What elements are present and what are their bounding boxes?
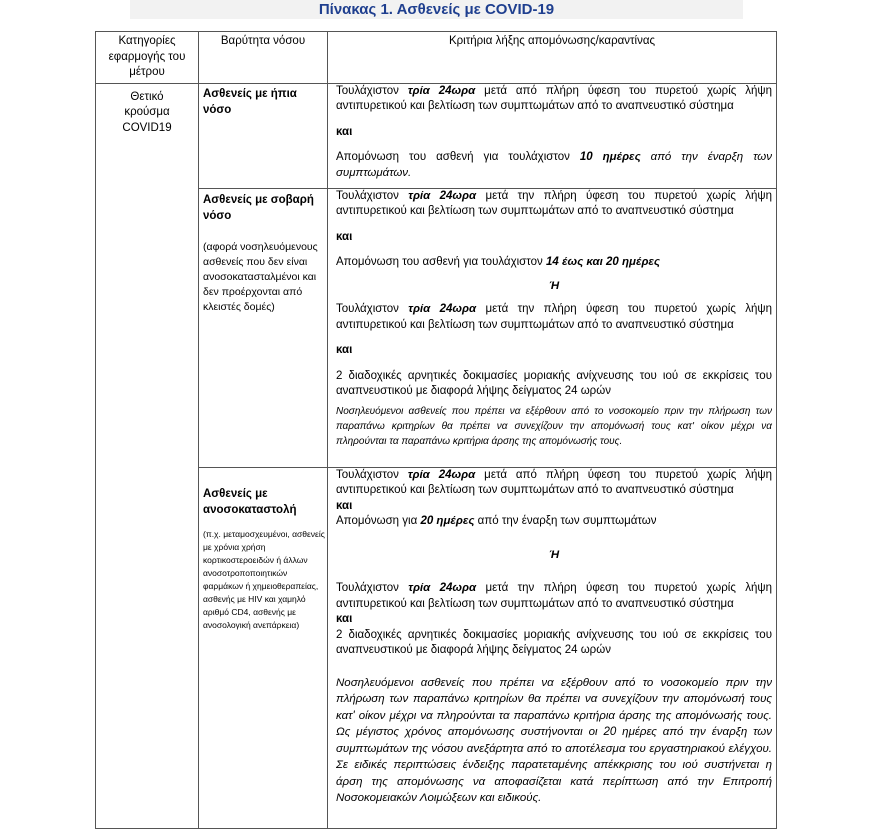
- criterion-text: Απομόνωση για 20 ημέρες από την έναρξη των συμπτωμάτων: [336, 515, 657, 527]
- severity-cell-mild: [199, 83, 328, 188]
- header-categories: Κατηγορίες εφαρμογής του μέτρου: [96, 32, 199, 84]
- category-label: Θετικό κρούσμα COVID19: [122, 90, 172, 134]
- table-row-mild: [96, 83, 777, 188]
- covid-isolation-table: [95, 31, 777, 829]
- severity-title-severe: Ασθενείς με σοβαρή νόσο: [203, 193, 314, 222]
- criterion-note: Νοσηλευόμενοι ασθενείς που πρέπει να εξέρθουν από το νοσοκομείο πριν την πλήρωση των παραπάνω κριτηρίων θα πρέπει να συνεχίζουν την απομόνωσή τους κατ' οίκον μέχρι να πληρούνται τα παραπάνω κριτήρια άρσης της απομόνωσής τους. Ως μέγιστος χρόνος απομόνωσης συστήνονται οι 20 ημέρες από την έναρξη των συμπτωμάτων της νόσου ανεξάρτητα από το αποτέλεσμα του εργαστηριακού ελέγχου. Σε ειδικές περιπτώσεις ένδειξης παρατεταμένης απέκκρισης του ιού συστήνεται η άρση της απομόνωσης να αποφασίζεται κατά περίπτωση από την Επιτροπή Νοσοκομειακών Λοιμώξεων και ειδικούς.: [336, 676, 772, 804]
- criterion-text: Τουλάχιστον τρία 24ωρα μετά από πλήρη ύφεση του πυρετού χωρίς λήψη αντιπυρετικού και βελτίωση των συμπτωμάτων από το αναπνευστικό σύστημα: [336, 468, 772, 496]
- criterion-note: Νοσηλευόμενοι ασθενείς που πρέπει να εξέρθουν από το νοσοκομείο πριν την πλήρωση των παραπάνω κριτηρίων θα πρέπει να συνεχίζουν την απομόνωσή τους κατ' οίκον μέχρι να πληρούνται τα παραπάνω κριτήρια άρσης της απομόνωσής τους.: [336, 405, 772, 447]
- table-row-severe: [96, 188, 777, 467]
- header-severity: Βαρύτητα νόσου: [199, 32, 328, 84]
- severity-cell-immunosuppressed: [199, 467, 328, 828]
- criteria-cell-immunosuppressed: [328, 467, 777, 828]
- criterion-text: Απομόνωση του ασθενή για τουλάχιστον 10 ημέρες από την έναρξη των συμπτωμάτων.: [336, 151, 772, 179]
- and-connector: και: [336, 125, 353, 138]
- header-criteria: Κριτήρια λήξης απομόνωσης/καραντίνας: [328, 32, 777, 84]
- and-connector: και: [336, 499, 353, 512]
- and-connector: και: [336, 344, 353, 356]
- criterion-text: Τουλάχιστον τρία 24ωρα μετά την πλήρη ύφεση του πυρετού χωρίς λήψη αντιπυρετικού και βελτίωση των συμπτωμάτων από το αναπνευστικό σύστημα: [336, 582, 772, 610]
- criteria-cell-mild: [328, 83, 777, 188]
- severity-cell-severe: [199, 188, 328, 467]
- category-cell: [96, 83, 199, 828]
- severity-title-mild: Ασθενείς με ήπια νόσο: [203, 87, 297, 116]
- and-connector: και: [336, 613, 353, 625]
- page-title: Πίνακας 1. Ασθενείς με COVID-19: [130, 0, 743, 19]
- table-row-immunosuppressed: [96, 467, 777, 828]
- or-connector: Ή: [548, 279, 560, 292]
- severity-title-immunosuppressed: Ασθενείς με ανοσοκαταστολή: [203, 487, 297, 516]
- criterion-text: Τουλάχιστον τρία 24ωρα μετά την πλήρη ύφεση του πυρετού χωρίς λήψη αντιπυρετικού και βελτίωση των συμπτωμάτων από το αναπνευστικό σύστημα: [336, 189, 772, 217]
- criterion-text: 2 διαδοχικές αρνητικές δοκιμασίες μοριακής ανίχνευσης του ιού σε εκκρίσεις του αναπνευστικού με διαφορά λήψης δείγματος 24 ωρών: [336, 628, 772, 656]
- criterion-text: Απομόνωση του ασθενή για τουλάχιστον 14 έως και 20 ημέρες: [336, 256, 661, 268]
- criteria-cell-severe: [328, 188, 777, 467]
- criterion-text: Τουλάχιστον τρία 24ωρα μετά την πλήρη ύφεση του πυρετού χωρίς λήψη αντιπυρετικού και βελτίωση των συμπτωμάτων από το αναπνευστικό σύστημα: [336, 303, 772, 331]
- or-connector: Ή: [548, 548, 560, 561]
- criterion-text: Τουλάχιστον τρία 24ωρα μετά από πλήρη ύφεση του πυρετού χωρίς λήψη αντιπυρετικού και βελτίωση των συμπτωμάτων από το αναπνευστικό σύστημα: [336, 84, 772, 112]
- table-header-row: [96, 32, 777, 84]
- severity-note-immunosuppressed: (π.χ. μεταμοσχευμένοι, ασθενείς με χρόνια χρήση κορτικοστεροειδών ή άλλων ανοσοτροποποιητικών φαρμάκων ή χημειοθεραπείας, ασθενής με HIV και χαμηλό αριθμό CD4, ασθενής με ανοσολογική ανεπάρκεια): [203, 528, 325, 630]
- and-connector: και: [336, 230, 353, 243]
- severity-note-severe: (αφορά νοσηλευόμενους ασθενείς που δεν είναι ανοσοκατασταλμένοι και δεν προέρχονται από κλειστές δομές): [203, 240, 318, 313]
- criterion-text: 2 διαδοχικές αρνητικές δοκιμασίες μοριακής ανίχνευσης του ιού σε εκκρίσεις του αναπνευστικού με διαφορά λήψης δείγματος 24 ωρών: [336, 369, 772, 397]
